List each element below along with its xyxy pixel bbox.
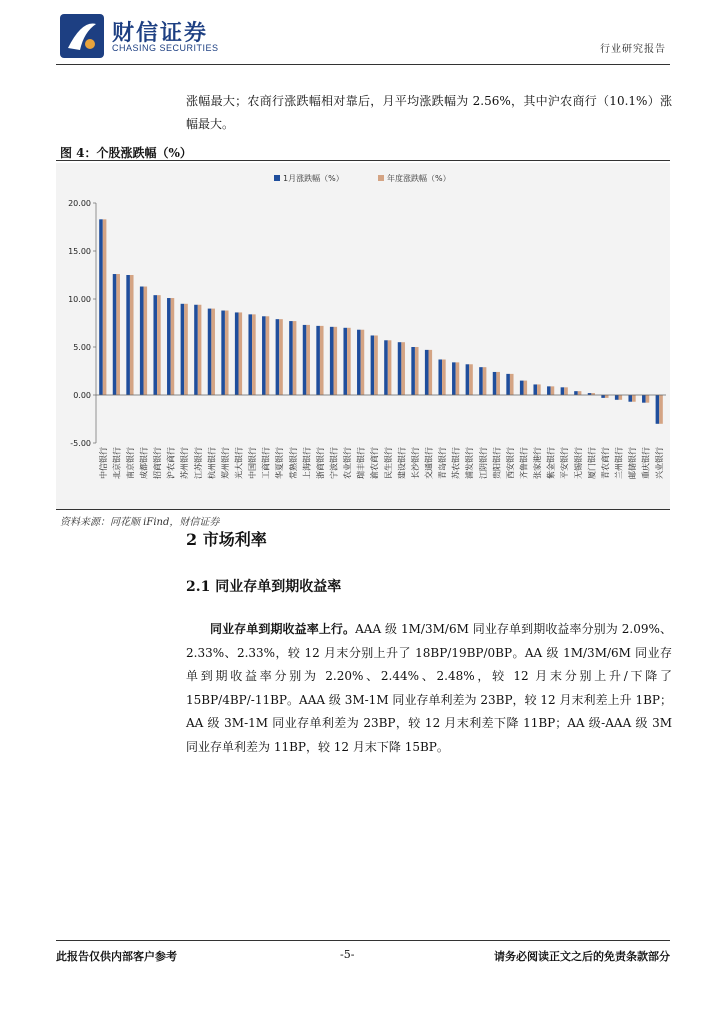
- bar-annual: [103, 219, 107, 395]
- bar-monthly: [452, 362, 456, 395]
- bar-monthly: [221, 311, 225, 395]
- bar-monthly: [520, 381, 524, 395]
- bar-monthly: [533, 384, 537, 395]
- x-tick-label: 南京银行: [125, 447, 135, 479]
- x-tick-label: 农业银行: [343, 447, 353, 479]
- y-tick-label: -5.00: [70, 439, 91, 448]
- x-tick-label: 华夏银行: [275, 447, 285, 479]
- bar-monthly: [181, 304, 185, 395]
- bar-annual: [442, 359, 446, 395]
- bar-monthly: [303, 325, 307, 395]
- bar-annual: [429, 350, 433, 395]
- bar-annual: [279, 319, 283, 395]
- x-tick-label: 郑州银行: [220, 447, 230, 479]
- bar-annual: [293, 321, 297, 395]
- bar-monthly: [208, 309, 212, 395]
- legend-swatch: [378, 175, 384, 181]
- x-tick-label: 建设银行: [397, 447, 407, 479]
- figure-caption: 图 4：个股涨跌幅（%）: [60, 146, 192, 160]
- bar-annual: [320, 326, 324, 395]
- bar-annual: [619, 395, 623, 400]
- bar-monthly: [628, 395, 632, 402]
- bar-monthly: [574, 391, 578, 395]
- bar-annual: [659, 395, 663, 424]
- bar-monthly: [411, 347, 415, 395]
- logo-text-en: CHASING SECURITIES: [112, 43, 219, 53]
- body-text: AAA 级 1M/3M/6M 同业存单到期收益率分别为 2.09%、2.33%、2.33%，较 12 月末分别上升了 18BP/19BP/0BP。AA 级 1M/3M/6M 同业存单到期收益率分别为 2.20%、2.44%、2.48%，较 12 月末分别上升/下降了 15BP/4BP/-11BP。AAA 级 3M-1M 同业存单利差为 23BP，较 12 月末利差上升 1BP；AA 级 3M-1M 同业存单利差为 23BP，较 12 月末利差下降 11BP；AA 级-AAA 级 3M 同业存单利差为 11BP，较 12 月末下降 15BP。: [186, 622, 672, 754]
- document-type: 行业研究报告: [600, 44, 666, 55]
- bar-annual: [551, 386, 555, 395]
- x-tick-label: 民生银行: [383, 447, 393, 479]
- bar-chart: [56, 163, 670, 509]
- body-paragraph: [186, 618, 672, 759]
- bar-annual: [198, 305, 202, 395]
- x-tick-label: 兴业银行: [655, 447, 665, 479]
- y-tick-label: 0.00: [73, 391, 91, 400]
- legend-label: 1月涨跌幅（%）: [283, 174, 344, 183]
- header-divider: [56, 64, 670, 65]
- x-tick-label: 苏州银行: [180, 447, 190, 479]
- bar-annual: [266, 316, 270, 395]
- bar-monthly: [140, 287, 144, 395]
- bar-annual: [524, 381, 528, 395]
- bar-monthly: [371, 335, 375, 395]
- x-tick-label: 常熟银行: [288, 447, 298, 479]
- bar-annual: [510, 374, 514, 395]
- company-logo: [60, 14, 300, 58]
- bar-monthly: [235, 312, 239, 395]
- bar-annual: [483, 367, 487, 395]
- bar-monthly: [248, 314, 252, 395]
- bar-annual: [334, 327, 338, 395]
- bar-annual: [144, 287, 148, 395]
- y-tick-label: 10.00: [68, 295, 91, 304]
- bar-monthly: [493, 372, 497, 395]
- figure-source: 资料来源：同花顺 iFind，财信证券: [60, 517, 220, 528]
- footer-notice: 请务必阅读正文之后的免责条款部分: [494, 950, 670, 963]
- x-tick-label: 长沙银行: [410, 447, 420, 479]
- bar-monthly: [438, 359, 442, 395]
- intro-paragraph: 涨幅最大；农商行涨跌幅相对靠后，月平均涨跌幅为 2.56%，其中沪农商行（10.1%）涨幅最大。: [186, 94, 672, 131]
- bar-monthly: [642, 395, 646, 403]
- bar-monthly: [126, 275, 130, 395]
- bar-annual: [564, 387, 568, 395]
- x-tick-label: 沪农商行: [166, 447, 176, 479]
- x-tick-label: 北京银行: [112, 447, 122, 479]
- x-tick-label: 中国银行: [248, 447, 258, 479]
- y-tick-label: 5.00: [73, 343, 91, 352]
- bar-monthly: [656, 395, 660, 424]
- bar-monthly: [330, 327, 334, 395]
- bar-annual: [211, 309, 215, 395]
- bar-annual: [306, 325, 310, 395]
- x-tick-label: 江阴银行: [478, 447, 488, 479]
- x-tick-label: 杭州银行: [207, 447, 217, 479]
- legend-swatch: [274, 175, 280, 181]
- bar-annual: [415, 347, 419, 395]
- bar-monthly: [561, 387, 565, 395]
- bar-monthly: [99, 219, 103, 395]
- x-tick-label: 光大银行: [234, 447, 244, 479]
- x-tick-label: 工商银行: [261, 447, 271, 479]
- x-tick-label: 兰州银行: [614, 447, 624, 479]
- bar-monthly: [547, 386, 551, 395]
- bar-monthly: [384, 340, 388, 395]
- y-tick-label: 20.00: [68, 199, 91, 208]
- bar-annual: [388, 340, 392, 395]
- x-tick-label: 苏农银行: [451, 447, 461, 479]
- bar-annual: [239, 312, 243, 395]
- logo-text-cn: 财信证券: [112, 21, 209, 46]
- bar-monthly: [343, 328, 347, 395]
- bar-annual: [578, 391, 582, 395]
- x-tick-label: 青岛银行: [438, 447, 448, 479]
- bar-annual: [252, 314, 256, 395]
- chart-container: [56, 163, 670, 509]
- bar-monthly: [167, 298, 171, 395]
- bar-annual: [605, 395, 609, 398]
- bar-annual: [225, 311, 229, 395]
- x-tick-label: 无锡银行: [573, 447, 583, 479]
- x-tick-label: 瑞丰银行: [356, 447, 366, 479]
- body-lead: 同业存单到期收益率上行。: [210, 622, 356, 636]
- bar-annual: [469, 364, 473, 395]
- bar-monthly: [113, 274, 117, 395]
- figure-top-divider: [56, 160, 670, 161]
- bar-annual: [130, 275, 134, 395]
- x-tick-label: 张家港行: [533, 447, 543, 479]
- x-tick-label: 重庆银行: [641, 447, 651, 479]
- bar-annual: [361, 330, 365, 395]
- bar-monthly: [153, 295, 157, 395]
- x-tick-label: 上海银行: [302, 447, 312, 479]
- bar-monthly: [466, 364, 470, 395]
- logo-mark-icon: [60, 14, 104, 58]
- x-tick-label: 邮储银行: [628, 447, 638, 479]
- bar-annual: [401, 342, 405, 395]
- x-tick-label: 厦门银行: [587, 447, 597, 479]
- footer-divider: [56, 940, 670, 941]
- bar-monthly: [194, 305, 198, 395]
- x-tick-label: 渝农商行: [370, 447, 380, 479]
- bar-annual: [646, 395, 650, 403]
- x-tick-label: 贵阳银行: [492, 447, 502, 479]
- x-tick-label: 浦发银行: [465, 447, 475, 479]
- x-tick-label: 中信银行: [98, 447, 108, 479]
- bar-annual: [116, 274, 120, 395]
- bar-monthly: [276, 319, 280, 395]
- x-tick-label: 青农商行: [600, 447, 610, 479]
- x-tick-label: 浙商银行: [315, 447, 325, 479]
- x-tick-label: 平安银行: [560, 447, 570, 479]
- subsection-heading: 2.1 同业存单到期收益率: [186, 579, 342, 595]
- x-tick-label: 西安银行: [505, 447, 515, 479]
- x-tick-label: 成都银行: [139, 447, 149, 479]
- bar-annual: [456, 362, 460, 395]
- page-number: -5-: [340, 948, 355, 961]
- bar-annual: [374, 335, 378, 395]
- x-tick-label: 宁波银行: [329, 447, 339, 479]
- bar-annual: [347, 328, 351, 395]
- x-tick-label: 江苏银行: [193, 447, 203, 479]
- bar-monthly: [316, 326, 320, 395]
- x-tick-label: 交通银行: [424, 447, 434, 479]
- x-tick-label: 招商银行: [153, 447, 163, 479]
- bar-monthly: [289, 321, 293, 395]
- bar-annual: [171, 298, 175, 395]
- x-tick-label: 齐鲁银行: [519, 447, 529, 479]
- bar-annual: [537, 384, 541, 395]
- bar-monthly: [506, 374, 510, 395]
- footer-disclaimer: 此报告仅供内部客户参考: [56, 950, 177, 963]
- y-tick-label: 15.00: [68, 247, 91, 256]
- bar-monthly: [425, 350, 429, 395]
- legend-label: 年度涨跌幅（%）: [387, 174, 451, 183]
- bar-monthly: [262, 316, 266, 395]
- bar-annual: [632, 395, 636, 402]
- bar-annual: [496, 372, 500, 395]
- bar-monthly: [615, 395, 619, 400]
- x-tick-label: 紫金银行: [546, 447, 556, 479]
- bar-monthly: [398, 342, 402, 395]
- figure-bottom-divider: [56, 509, 670, 510]
- bar-monthly: [601, 395, 605, 398]
- section-heading: 2 市场利率: [186, 530, 267, 549]
- bar-monthly: [479, 367, 483, 395]
- bar-monthly: [357, 330, 361, 395]
- bar-annual: [184, 304, 188, 395]
- bar-annual: [157, 295, 161, 395]
